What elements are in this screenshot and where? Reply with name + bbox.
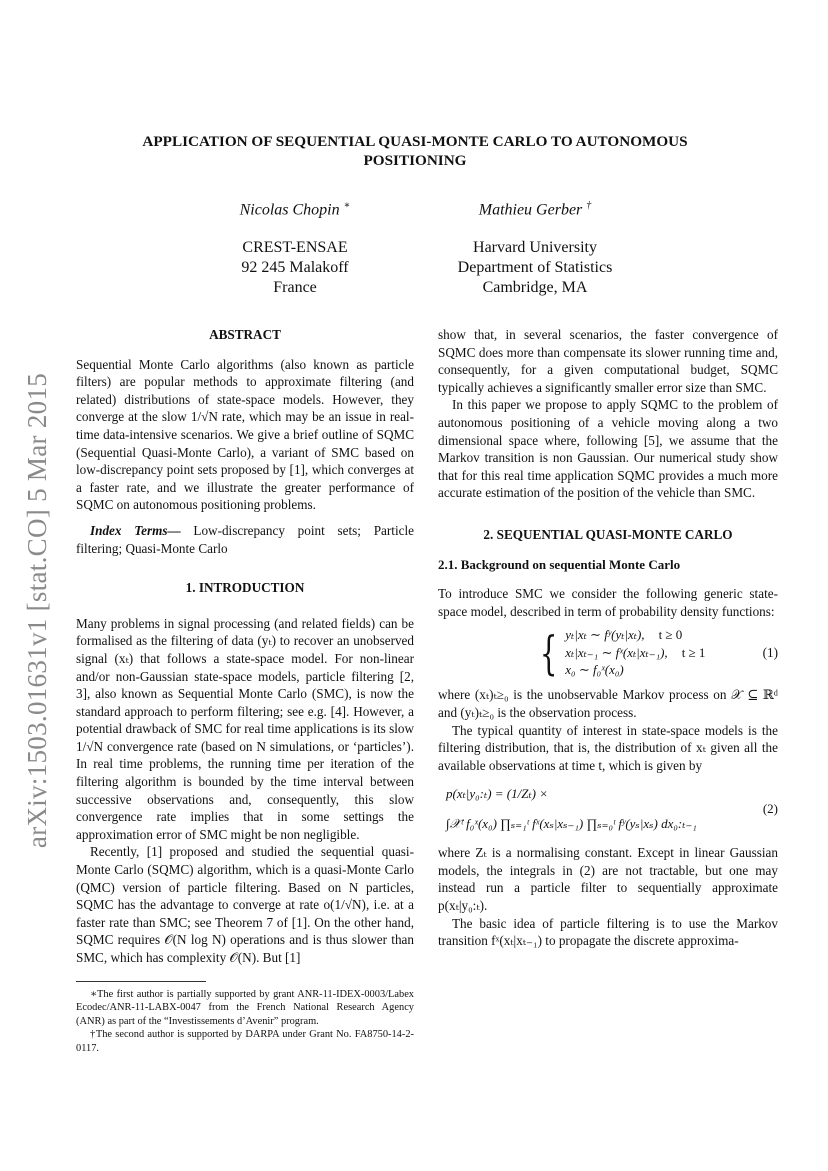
brace-glyph: { [539, 626, 558, 681]
equation-1-row-2 [565, 644, 705, 662]
equation-2-line-1: p(xₜ|y₀:ₜ) = (1/Zₜ) × [446, 786, 549, 802]
author-1-aff-3: France [273, 279, 317, 297]
index-terms-label: Index Terms— [90, 522, 181, 538]
footnote-1: ∗The first author is partially supported by grant ANR-11-IDEX-0003/Labex Ecodec/ANR-11-LABX-0047 from the French National Research Agency (ANR) as part of the “Investissements d’Avenir” program. [76, 988, 414, 1027]
author-1-name: Nicolas Chopin [239, 201, 340, 219]
author-1-aff-2: 92 245 Malakoff [241, 259, 349, 277]
left-column [76, 326, 414, 1055]
equation-2 [446, 784, 778, 834]
equation-1-row-3 [565, 661, 705, 679]
eq1-row3-lhs: x₀ ∼ f₀ˣ(x₀) [565, 662, 624, 678]
author-1-mark: ∗ [343, 200, 351, 211]
equation-1-number: (1) [762, 645, 778, 661]
paragraph-intro-smc: To introduce SMC we consider the following generic state-space model, described in term of probability density functions: [438, 586, 778, 619]
equation-1 [438, 626, 778, 680]
eq1-row1-lhs: yₜ|xₜ ∼ fʸ(yₜ|xₜ), [565, 627, 645, 643]
index-terms [76, 522, 414, 557]
intro-paragraph-2: Recently, [1] proposed and studied the sequential quasi-Monte Carlo (SQMC) algorithm, which is a quasi-Monte Carlo (QMC) version of particle filtering. Based on N particles, SQMC has the advantage to converge at rate o(1/√N), i.e. at a faster rate than SMC; see Theorem 7 of [1]. On the other hand, SQMC requires 𝒪(N log N) operations and is thus slower than SMC, which has complexity 𝒪(N). But [1] [76, 844, 414, 965]
author-1-aff-1: CREST-ENSAE [242, 239, 348, 257]
subsection-2-1-heading: 2.1. Background on sequential Monte Carlo [438, 556, 681, 572]
equation-2-number: (2) [762, 801, 778, 817]
author-2 [440, 196, 630, 298]
author-1 [210, 196, 380, 298]
equation-1-cases [534, 626, 778, 680]
author-2-name-line [440, 196, 630, 220]
paragraph-basic-idea: The basic idea of particle filtering is to use the Markov transition fˣ(xₜ|xₜ₋₁) to propagate the discrete approxima- [438, 915, 778, 949]
paragraph-this-paper: In this paper we propose to apply SQMC to the problem of autonomous positioning of a vehicle moving along a two dimensional space where, following [5], we assume that the Markov transition is non Gaussian. Our numerical study show that for this real time application SQMC provides a much more accurate estimation of the position of the vehicle than SMC. [438, 397, 778, 501]
right-column [438, 326, 778, 950]
footnote-2: †The second author is supported by DARPA under Grant No. FA8750-14-2-0117. [76, 1029, 414, 1054]
paper-title [100, 132, 730, 170]
equation-1-rows [565, 626, 705, 680]
eq1-row2-lhs: xₜ|xₜ₋₁ ∼ fˣ(xₜ|xₜ₋₁), [565, 644, 668, 660]
footnote-rule [76, 981, 206, 982]
author-2-aff-2: Department of Statistics [457, 259, 613, 277]
equation-2-line-2: ∫𝒳ᵗ f₀ˣ(x₀) ∏ₛ₌₁ᵗ fˣ(xₛ|xₛ₋₁) ∏ₛ₌₀ᵗ fʸ(yₛ|xₛ) dx₀:ₜ₋₁ [446, 816, 697, 832]
index-terms-text: Low-discrepancy point sets; Particle filtering; Quasi-Monte Carlo [76, 522, 414, 556]
title-line-2: POSITIONING [363, 152, 467, 169]
author-2-aff-1: Harvard University [473, 239, 597, 257]
author-2-mark: † [586, 200, 592, 211]
author-2-aff-3: Cambridge, MA [482, 279, 588, 297]
intro-paragraph-1: Many problems in signal processing (and related fields) can be formalised as the filtering of data (yₜ) to recover an unobserved signal (xₜ) that follows a state-space model. For non-linear and/or non-Gaussian state-space models, particle filtering [2, 3], also known as Sequential Monte Carlo (SMC), is now the standard approach to perform filtering; see e.g. [4]. However, a potential drawback of SMC for real time applications is its slow 1/√N convergence rate (based on N simulations, or ‘particles’). In real time problems, the running time per iteration of the filtering algorithm is bounded by the time interval between successive observations and, consequently, this slow convergence rate implies that in some settings the approximation error of SMC might be non negligible. [76, 615, 414, 842]
arxiv-stamp [18, 360, 58, 860]
equation-1-row-1 [565, 626, 705, 644]
section-2-heading: 2. SEQUENTIAL QUASI-MONTE CARLO [483, 526, 733, 542]
title-line-1: APPLICATION OF SEQUENTIAL QUASI-MONTE CARLO TO AUTONOMOUS [142, 133, 688, 150]
paragraph-typical: The typical quantity of interest in state-space models is the filtering distribution, that is, the distribution of xₜ given all the available observations at time t, which is given by [438, 722, 778, 773]
author-2-name: Mathieu Gerber [478, 201, 583, 219]
paragraph-continued: show that, in several scenarios, the faster convergence of SQMC does more than compensate its slower running time and, consequently, for a given computational budget, SQMC typically achieves a significantly smaller error size than SMC. [438, 327, 778, 395]
paragraph-where: where (xₜ)ₜ≥₀ is the unobservable Markov process on 𝒳 ⊆ ℝᵈ and (yₜ)ₜ≥₀ is the observation process. [438, 687, 778, 720]
paragraph-zt: where Zₜ is a normalising constant. Except in linear Gaussian models, the integrals in (2) are not tractable, but one may instead run a particle filter to sequentially approximate p(xₜ|y₀:ₜ). [438, 845, 778, 914]
arxiv-stamp-text: arXiv:1503.01631v1 [stat.CO] 5 Mar 2015 [22, 372, 53, 848]
abstract-text: Sequential Monte Carlo algorithms (also known as particle filters) are popular methods to approximate filtering (and related) distributions of state-space models. However, they converge at the slow 1/√N rate, which may be an issue in real-time data-intensive scenarios. We give a brief outline of SQMC (Sequential Quasi-Monte Carlo), a variant of SMC based on low-discrepancy point sets proposed by [1], which converges at a faster rate, and we illustrate the greater performance of SQMC on autonomous positioning problems. [76, 356, 414, 513]
author-1-name-line [210, 196, 380, 220]
eq1-row1-cond: t ≥ 0 [658, 627, 683, 643]
abstract-heading: ABSTRACT [209, 327, 281, 342]
eq1-row2-cond: t ≥ 1 [681, 644, 706, 660]
intro-heading: 1. INTRODUCTION [185, 580, 305, 596]
